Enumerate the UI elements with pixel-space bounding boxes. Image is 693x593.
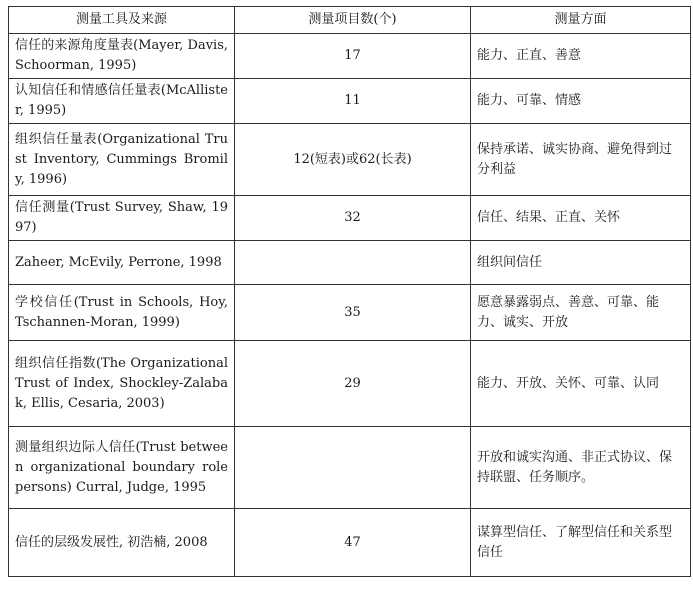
- row-source: 组织信任量表(Organizational Trust Inventory, Cummings Bromily, 1996): [9, 124, 235, 196]
- row-source: 认知信任和情感信任量表(McAllister, 1995): [9, 79, 235, 124]
- row-count: 12(短表)或62(长表): [235, 124, 471, 196]
- row-count: 32: [235, 196, 471, 241]
- table-row: [9, 241, 691, 285]
- row-source: 信任的来源角度量表(Mayer, Davis, Schoorman, 1995): [9, 34, 235, 79]
- table-row: [9, 34, 691, 79]
- row-count: 17: [235, 34, 471, 79]
- row-count: [235, 241, 471, 285]
- row-source: 测量组织边际人信任(Trust between organizational boundary role persons) Curral, Judge, 1995: [9, 427, 235, 509]
- row-aspects: 愿意暴露弱点、善意、可靠、能力、诚实、开放: [471, 285, 691, 341]
- row-count: 35: [235, 285, 471, 341]
- row-aspects: 能力、开放、关怀、可靠、认同: [471, 341, 691, 427]
- table-row: [9, 285, 691, 341]
- table-row: [9, 427, 691, 509]
- row-count: 47: [235, 509, 471, 577]
- row-aspects: 谋算型信任、了解型信任和关系型信任: [471, 509, 691, 577]
- row-source: 信任测量(Trust Survey, Shaw, 1997): [9, 196, 235, 241]
- row-source: 学校信任(Trust in Schools, Hoy, Tschannen-Moran, 1999): [9, 285, 235, 341]
- row-source: 组织信任指数(The Organizational Trust of Index, Shockley-Zalabak, Ellis, Cesaria, 2003): [9, 341, 235, 427]
- table-row: [9, 124, 691, 196]
- header-aspects: 测量方面: [471, 7, 691, 34]
- row-count: 11: [235, 79, 471, 124]
- table-row: [9, 79, 691, 124]
- row-aspects: 开放和诚实沟通、非正式协议、保持联盟、任务顺序。: [471, 427, 691, 509]
- header-count: 测量项目数(个): [235, 7, 471, 34]
- row-count: [235, 427, 471, 509]
- table-header-row: [9, 7, 691, 34]
- row-source: 信任的层级发展性, 初浩楠, 2008: [9, 509, 235, 577]
- table-row: [9, 196, 691, 241]
- row-source: Zaheer, McEvily, Perrone, 1998: [9, 241, 235, 285]
- row-aspects: 能力、正直、善意: [471, 34, 691, 79]
- row-count: 29: [235, 341, 471, 427]
- table-row: [9, 341, 691, 427]
- trust-scale-table: [8, 6, 691, 577]
- row-aspects: 能力、可靠、情感: [471, 79, 691, 124]
- row-aspects: 保持承诺、诚实协商、避免得到过分利益: [471, 124, 691, 196]
- row-aspects: 信任、结果、正直、关怀: [471, 196, 691, 241]
- table-row: [9, 509, 691, 577]
- row-aspects: 组织间信任: [471, 241, 691, 285]
- header-source: 测量工具及来源: [9, 7, 235, 34]
